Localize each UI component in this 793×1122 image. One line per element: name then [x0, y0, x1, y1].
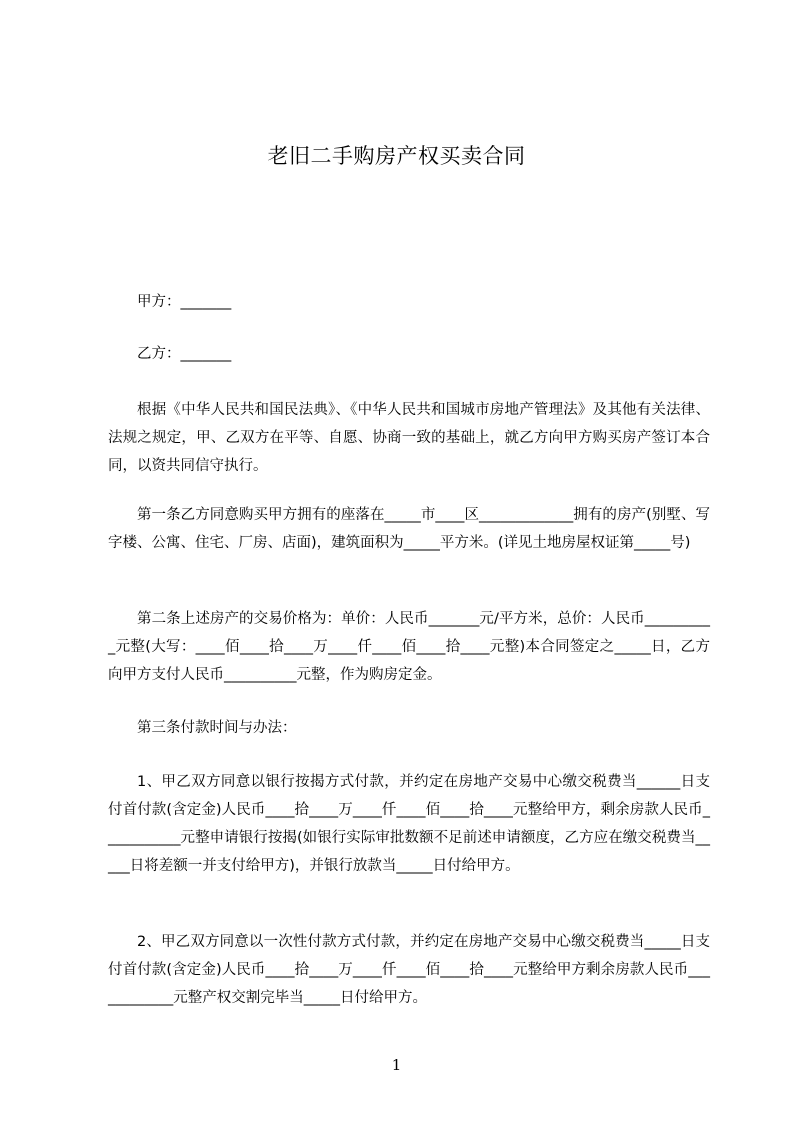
- document-title: 老旧二手购房产权买卖合同: [267, 144, 526, 168]
- payment-method-1-paragraph: 1、甲乙双方同意以银行按揭方式付款，并约定在房地产交易中心缴交税费当______日支付首付款(含定金)人民币____拾____万____仟____佰____拾____元整给甲方，剩余房款人民币___________元整申请银行按揭(如银行实际审批数额不足前述申请额度，乙方应在缴交税费当_____日将差额一并支付给甲方)，并银行放款当_____日付给甲方。: [108, 774, 710, 874]
- party-b-line: 乙方：_______: [137, 346, 232, 362]
- article-2-paragraph: 第二条上述房产的交易价格为：单价：人民币_______元/平方米，总价：人民币__________元整(大写：____佰____拾____万____仟____佰____拾____元整)本合同签定之_____日，乙方向甲方支付人民币__________元整，作为购房定金。: [108, 611, 710, 683]
- article-1-paragraph: 第一条乙方同意购买甲方拥有的座落在_____市____区_____________拥有的房产(别墅、写字楼、公寓、住宅、厂房、店面)，建筑面积为_____平方米。(详见土地房屋权证第_____号): [108, 507, 710, 551]
- legal-basis-paragraph: 根据《中华人民共和国民法典》、《中华人民共和国城市房地产管理法》及其他有关法律、法规之规定，甲、乙双方在平等、自愿、协商一致的基础上，就乙方向甲方购买房产签订本合同，以资共同信守执行。: [108, 402, 710, 474]
- page-number: 1: [391, 1056, 402, 1074]
- payment-method-2-paragraph: 2、甲乙双方同意以一次性付款方式付款，并约定在房地产交易中心缴交税费当_____日支付首付款(含定金)人民币____拾____万____仟____佰____拾____元整给甲方剩余房款人民币____________元整产权交割完毕当_____日付给甲方。: [108, 934, 710, 1006]
- article-3-heading: 第三条付款时间与办法：: [137, 720, 297, 736]
- party-a-line: 甲方：_______: [137, 294, 232, 310]
